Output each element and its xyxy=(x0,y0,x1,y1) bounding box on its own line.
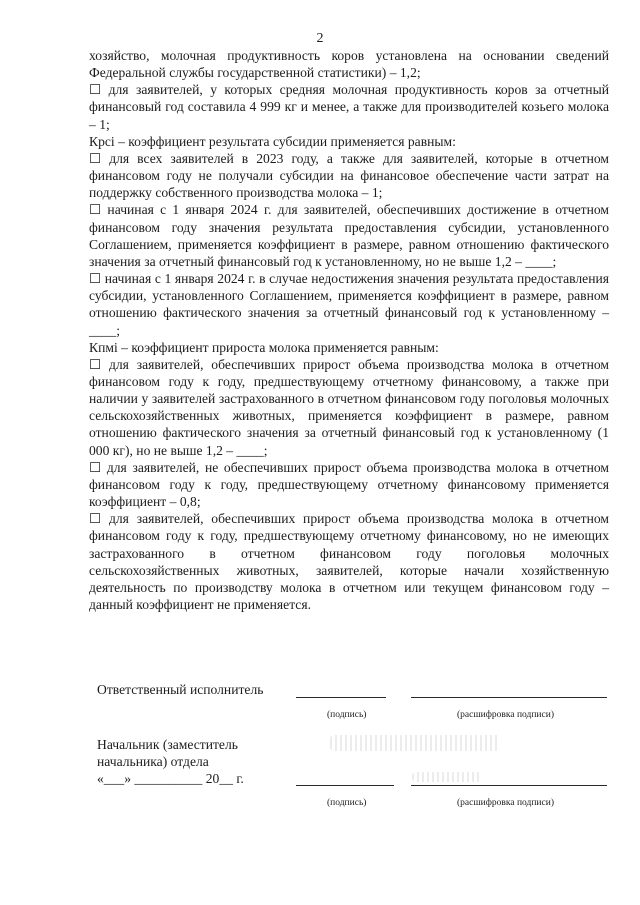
coefficient-krs-heading: Крсi – коэффициент результата субсидии применяется равным: xyxy=(89,133,456,149)
checkbox-item-achieved-result: ☐ начиная с 1 января 2024 г. для заявителей, обеспечивших достижение в отчетном финансовом году значения результата предоставления субсидии, установленного Соглашением, применяется коэффициент в размере, равном отношению фактического значения за отчетный финансовый год к установленному, но не выше 1,2 – ____; xyxy=(89,202,609,269)
head-label-line1: Начальник (заместитель xyxy=(97,737,238,752)
date-line: «___» __________ 20__ г. xyxy=(97,771,244,786)
checkbox-item-low-productivity: ☐ для заявителей, у которых средняя молочная продуктивность коров за отчетный финансовый год составила 4 999 кг и менее, а также для производителей козьего молока – 1; xyxy=(89,82,609,132)
responsible-decoding-line xyxy=(411,697,607,698)
responsible-decoding-caption: (расшифровка подписи) xyxy=(457,710,554,720)
scan-noise xyxy=(330,735,500,751)
checkbox-item-2023: ☐ для всех заявителей в 2023 году, а также для заявителей, которые в отчетном финансовом году не получали субсидии на финансовое обеспечение части затрат на поддержку собственного производства молока – 1; xyxy=(89,150,609,201)
page-number: 2 xyxy=(316,31,324,46)
coefficient-kpm-heading: Кпмi – коэффициент прироста молока применяется равным: xyxy=(89,339,439,355)
checkbox-item-not-achieved-result: ☐ начиная с 1 января 2024 г. в случае недостижения значения результата предоставления субсидии, установленного Соглашением, применяется коэффициент в размере, равном отношению фактического значения за отчетный финансовый год к установленному – ____; xyxy=(89,271,609,338)
checkbox-item-growth-insured: ☐ для заявителей, обеспечивших прирост объема производства молока в отчетном финансовом году к году, предшествующему отчетному финансовому, а также при наличии у заявителей застрахованного в отчетном финансовом году поголовья молочных сельскохозяйственных животных, применяется коэффициент в размере, равном отношению фактического значения за отчетный финансовый год к установленному (1 000 кг), но не выше 1,2 – ____; xyxy=(89,356,609,458)
responsible-executor-label: Ответственный исполнитель xyxy=(97,682,264,697)
checkbox-item-not-applied: ☐ для заявителей, обеспечивших прирост объема производства молока в отчетном финансовом году к году, предшествующему отчетному финансовому, но не имеющих застрахованного в отчетном финансовом году поголовья молочных сельскохозяйственных животных, заявителей, которые начали хозяйственную деятельность по производству молока в отчетном или текущем финансовом году – данный коэффициент не применяется. xyxy=(89,511,609,612)
paragraph-continuation: хозяйство, молочная продуктивность коров установлена на основании сведений Федеральной службы государственной статистики) – 1,2; xyxy=(89,48,609,81)
head-signature-caption: (подпись) xyxy=(327,798,367,808)
head-decoding-caption: (расшифровка подписи) xyxy=(457,798,554,808)
document-body xyxy=(89,47,609,613)
head-signature-line xyxy=(296,785,394,786)
responsible-signature-line xyxy=(296,697,386,698)
head-label-line2: начальника) отдела xyxy=(97,754,209,769)
head-decoding-line xyxy=(411,785,607,786)
scan-noise xyxy=(412,772,482,782)
responsible-signature-caption: (подпись) xyxy=(327,710,367,720)
checkbox-item-no-growth: ☐ для заявителей, не обеспечивших прирост объема производства молока в отчетном финансовом году к году, предшествующему отчетному финансовому применяется коэффициент – 0,8; xyxy=(89,459,609,510)
